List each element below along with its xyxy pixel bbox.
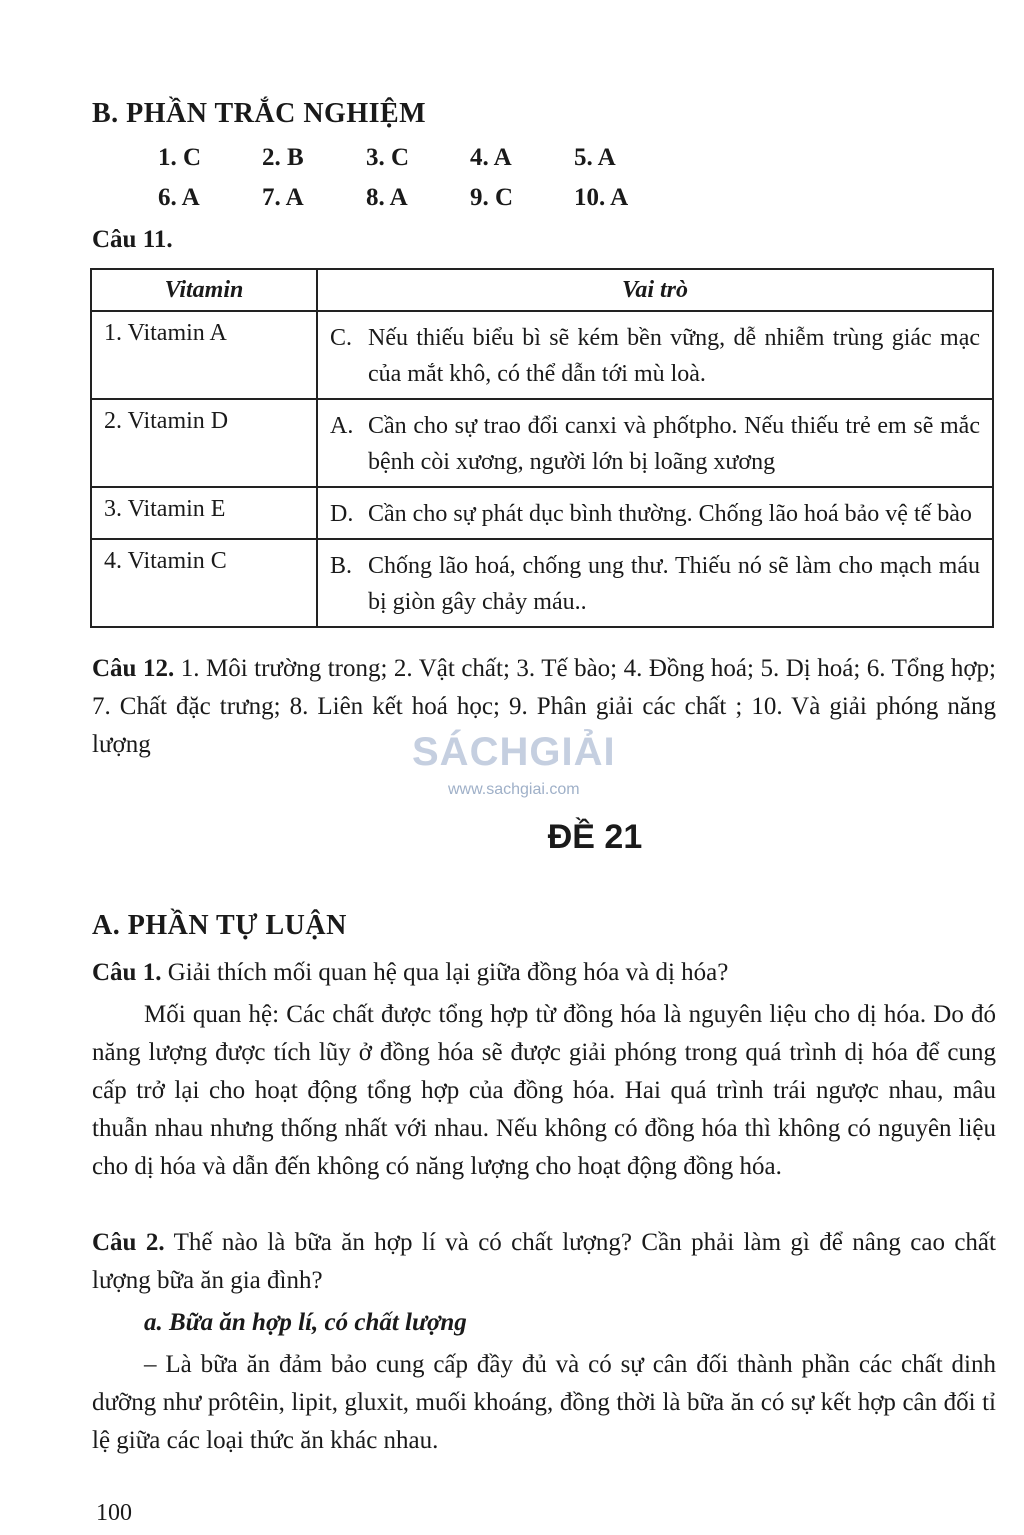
question-2-answer: – Là bữa ăn đảm bảo cung cấp đầy đủ và có sự cân đối thành phần các chất dinh dưỡng như prôtêin, lipit, gluxit, muối khoáng, đồng thời là bữa ăn có sự kết hợp cân đối tỉ lệ giữa các loại thức ăn khác nhau. xyxy=(92,1351,996,1454)
vitamin-role xyxy=(317,311,993,399)
vitamin-name: 2. Vitamin D xyxy=(91,399,317,487)
question-1-label: Câu 1. xyxy=(92,959,162,986)
question-12-text: 1. Môi trường trong; 2. Vật chất; 3. Tế bào; 4. Đồng hoá; 5. Dị hoá; 6. Tổng hợp; 7. Chất đặc trưng; 8. Liên kết hoá học; 9. Phân giải các chất ; 10. Và giải phóng năng lượng xyxy=(92,655,997,758)
question-12-label: Câu 12. xyxy=(92,655,175,682)
answer-item: 3. C xyxy=(366,144,410,171)
answer-item: 10. A xyxy=(574,184,629,211)
answer-item: 5. A xyxy=(574,144,616,171)
table-row xyxy=(91,399,993,487)
question-2 xyxy=(92,1224,996,1300)
watermark-url: www.sachgiai.com xyxy=(447,781,580,798)
answer-item: 8. A xyxy=(366,184,408,211)
question-2-text: Thế nào là bữa ăn hợp lí và có chất lượng? Cần phải làm gì để nâng cao chất lượng bữa ăn gia đình? xyxy=(92,1229,996,1294)
question-11-label: Câu 11. xyxy=(92,226,173,253)
role-letter: A. xyxy=(330,413,354,439)
table-row xyxy=(91,487,993,539)
vitamin-name: 3. Vitamin E xyxy=(91,487,317,539)
table-row xyxy=(91,539,993,627)
vitamin-role xyxy=(317,487,993,539)
table-header-row xyxy=(91,269,993,311)
header-vitamin: Vitamin xyxy=(91,269,317,311)
section-b-heading: B. PHẦN TRẮC NGHIỆM xyxy=(92,98,427,129)
question-1-answer: Mối quan hệ: Các chất được tổng hợp từ đồng hóa là nguyên liệu cho dị hóa. Do đó năng lượng được tích lũy ở đồng hóa sẽ được giải phóng trong quá trình dị hóa để cung cấp trở lại cho hoạt động tổng hợp của đồng hóa. Hai quá trình trái ngược nhau, mâu thuẫn nhau nhưng thống nhất với nhau. Nếu không có đồng hóa thì không có nguyên liệu cho dị hóa và dẫn đến không có năng lượng cho hoạt động đồng hóa. xyxy=(92,1001,996,1180)
answer-item: 9. C xyxy=(470,184,514,211)
question-2-sub-heading: a. Bữa ăn hợp lí, có chất lượng xyxy=(144,1309,467,1336)
answer-item: 7. A xyxy=(262,184,304,211)
answer-item: 6. A xyxy=(158,184,200,211)
question-1-text: Giải thích mối quan hệ qua lại giữa đồng hóa và dị hóa? xyxy=(167,959,729,986)
vitamin-role xyxy=(317,539,993,627)
answer-item: 2. B xyxy=(262,144,304,171)
vitamin-name: 1. Vitamin A xyxy=(91,311,317,399)
section-a-heading: A. PHẦN TỰ LUẬN xyxy=(92,910,347,941)
table-row xyxy=(91,311,993,399)
header-role: Vai trò xyxy=(317,269,993,311)
question-2-label: Câu 2. xyxy=(92,1229,165,1256)
role-text: Chống lão hoá, chống ung thư. Thiếu nó sẽ làm cho mạch máu bị giòn gây chảy máu.. xyxy=(368,553,980,615)
role-letter: C. xyxy=(330,325,353,351)
vitamin-role xyxy=(317,399,993,487)
watermark-logo xyxy=(412,730,616,799)
role-text: Cần cho sự trao đổi canxi và phốtpho. Nếu thiếu trẻ em sẽ mắc bệnh còi xương, người lớn bị loãng xương xyxy=(368,413,980,475)
answer-row xyxy=(158,178,678,218)
exam-title: ĐỀ 21 xyxy=(547,818,643,856)
vitamin-table xyxy=(90,268,994,628)
role-text: Nếu thiếu biểu bì sẽ kém bền vững, dễ nhiễm trùng giác mạc của mắt khô, có thể dẫn tới mù loà. xyxy=(368,325,980,387)
vitamin-name: 4. Vitamin C xyxy=(91,539,317,627)
answer-item: 1. C xyxy=(158,144,202,171)
role-text: Cần cho sự phát dục bình thường. Chống lão hoá bảo vệ tế bào xyxy=(368,501,972,527)
watermark-brand: SÁCHGIẢI xyxy=(412,730,616,774)
page-number: 100 xyxy=(96,1500,132,1526)
answer-row xyxy=(158,138,678,178)
question-1 xyxy=(92,954,996,992)
role-letter: D. xyxy=(330,501,354,527)
role-letter: B. xyxy=(330,553,353,579)
answer-grid xyxy=(158,138,678,218)
answer-item: 4. A xyxy=(470,144,512,171)
